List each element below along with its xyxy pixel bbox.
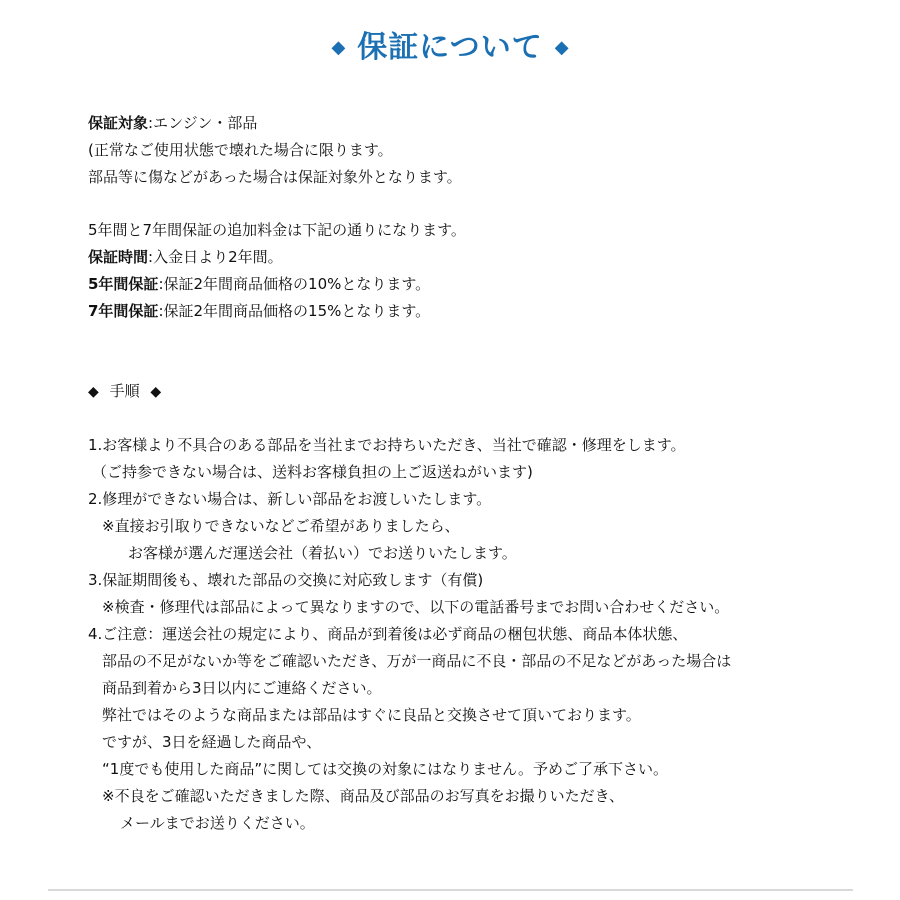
warranty-condition-line: (正常なご使用状態で壊れた場合に限ります。	[88, 141, 393, 159]
procedure-line: 1.お客様より不具合のある部品を当社までお持ちいただき、当社で確認・修理をします。	[88, 436, 686, 454]
title-left-diamond-icon: ◆	[331, 37, 346, 58]
procedure-line: 弊社ではそのような商品または部品はすぐに良品と交換させて頂いております。	[102, 706, 641, 724]
warranty-seven-year-line	[88, 300, 430, 322]
warranty-target-value: :エンジン・部品	[148, 114, 258, 132]
warranty-extra-fee-line: 5年間と7年間保証の追加料金は下記の通りになります。	[88, 221, 466, 239]
procedure-heading	[88, 380, 161, 403]
procedure-left-diamond-icon: ◆	[88, 384, 99, 400]
procedure-heading-text: 手順	[109, 382, 140, 400]
procedure-line: “1度でも使用した商品”に関しては交換の対象にはなりません。予めご了承下さい。	[102, 760, 668, 778]
procedure-line: ※不良をご確認いただきました際、商品及び部品のお写真をお撮りいただき、	[102, 787, 624, 805]
warranty-seven-year-value: :保証2年間商品価格の15%となります。	[158, 302, 431, 320]
procedure-line: お客様が選んだ運送会社（着払い）でお送りいたします。	[128, 544, 517, 562]
procedure-line: ですが、3日を経過した商品や、	[102, 733, 322, 751]
procedure-line: メールまでお送りください。	[120, 814, 315, 832]
procedure-line: 2.修理ができない場合は、新しい部品をお渡しいたします。	[88, 490, 492, 508]
warranty-five-year-value: :保証2年間商品価格の10%となります。	[158, 275, 431, 293]
procedure-line: ※検査・修理代は部品によって異なりますので、以下の電話番号までお問い合わせください。	[102, 598, 730, 616]
warranty-exclusion-line: 部品等に傷などがあった場合は保証対象外となります。	[88, 168, 462, 186]
procedure-line: 部品の不足がないか等をご確認いただき、万が一商品に不良・部品の不足などがあった場合は	[102, 652, 732, 670]
warranty-target-line	[88, 112, 257, 134]
footer-divider	[48, 889, 853, 891]
warranty-five-year-label: 5年間保証	[88, 275, 159, 293]
procedure-line: （ご持参できない場合は、送料お客様負担の上ご返送ねがいます)	[92, 463, 533, 481]
procedure-line: 3.保証期間後も、壊れた部品の交換に対応致します（有償)	[88, 571, 484, 589]
procedure-line: ※直接お引取りできないなどご希望がありましたら、	[102, 517, 460, 535]
warranty-period-line	[88, 246, 283, 268]
warranty-target-label: 保証対象	[88, 114, 149, 132]
procedure-line: 商品到着から3日以内にご連絡ください。	[102, 679, 382, 697]
warranty-five-year-line	[88, 273, 430, 295]
title-right-diamond-icon: ◆	[554, 37, 569, 58]
procedure-line: 4.ご注意：運送会社の規定により、商品が到着後は必ず商品の梱包状態、商品本体状態、	[88, 625, 688, 643]
warranty-period-label: 保証時間	[88, 248, 149, 266]
warranty-period-value: :入金日より2年間。	[148, 248, 283, 266]
title-text: 保証について	[357, 30, 543, 65]
procedure-right-diamond-icon: ◆	[150, 384, 162, 400]
warranty-seven-year-label: 7年間保証	[88, 302, 159, 320]
